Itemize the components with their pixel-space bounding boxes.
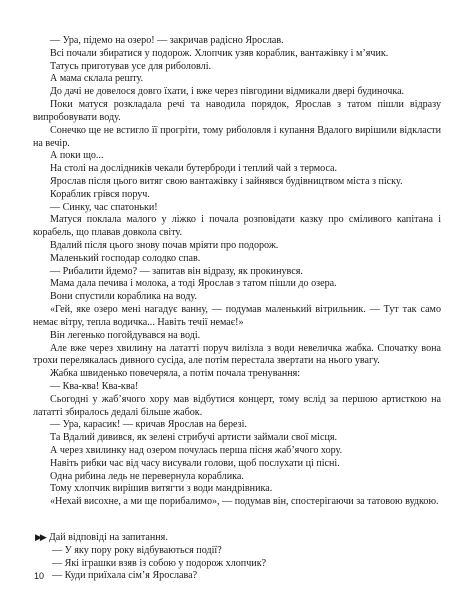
story-paragraph: «Гей, яке озеро мені нагадує ванну, — подумав маленький вітрильник. — Тут так само немає вітру, тепла водичка... Навіть течії немає!» (33, 304, 441, 328)
double-arrow-icon: ▶▶ (35, 533, 45, 543)
story-paragraph: — Ура, карасик! — кричав Ярослав на березі. (50, 419, 247, 431)
story-paragraph: На столі на дослідників чекали бутерброди і теплий чай з термоса. (50, 163, 338, 175)
story-paragraph: Сонечко ще не встигло її прогріти, тому риболовля і купання Вдалого вирішили відкласти на вечір. (33, 124, 441, 149)
question-list (35, 545, 435, 583)
story-paragraph: — Синку, час спатоньки! (50, 201, 158, 213)
story-paragraph: Але вже через хвилину на лататті поруч вилізла з води невеличка жабка. Спочатку вона трохи перелякалась дивного сусіда, але потім перестала звертати на нього увагу. (33, 342, 441, 367)
task-block (35, 532, 435, 583)
question-item: — У яку пору року відбуваються події? (52, 544, 222, 556)
story-paragraph: А поки що... (50, 150, 104, 162)
story-paragraph: Всі почали збиратися у подорож. Хлопчик узяв кораблик, вантажівку і м’ячик. (50, 47, 389, 59)
story-paragraph: Одна рибина ледь не перевернула кораблика. (50, 470, 244, 482)
story-paragraph: Жабка швиденько повечеряла, а потім почала тренування: (50, 368, 301, 380)
story-paragraph: Татусь приготував усе для риболовлі. (50, 60, 212, 72)
story-paragraph: Вдалий після цього знову почав мріяти про подорож. (50, 240, 279, 251)
story-paragraph: Поки матуся розкладала речі та наводила порядок, Ярослав з татом пішли відразу випробовувати воду. (33, 99, 441, 123)
story-paragraph: Тому хлопчик вирішив витягти з води мандрівника. (50, 483, 273, 495)
story-paragraph: А через хвилинку над озером почулась перша пісня жаб’ячого хору. (50, 445, 343, 456)
story-paragraph: — Ура, підемо на озеро! — закричав радісно Ярослав. (50, 35, 284, 46)
story-paragraph: Та Вдалий дивився, як зелені стрибучі артисти займали свої місця. (50, 432, 338, 444)
story-paragraph: Мама дала печива і молока, а тоді Ярослав з татом пішли до озера. (50, 278, 337, 290)
question-item: — Куди приїхала сім’я Ярослава? (52, 570, 198, 582)
story-paragraph: Навіть рибки час від часу висували голови, щоб послухати ці пісні. (50, 457, 340, 469)
story-paragraph: Вони спустили кораблика на воду. (50, 291, 197, 303)
task-heading (35, 532, 435, 545)
story-paragraph: Він легенько погойдувався на воді. (50, 329, 201, 341)
story-paragraph: Сьогодні у жаб’ячого хору мав відбутися концерт, тому вслід за першою артисткою на лататті збиралось дедалі більше жабок. (33, 393, 441, 418)
story-paragraph: «Нехай висохне, а ми ще порибалимо», — подумав він, спостерігаючи за татовою вудкою. (50, 496, 439, 508)
story-paragraph: — Ква-ква! Ква-ква! (50, 380, 139, 392)
story-paragraph: — Рибалити йдемо? — запитав він відразу, як прокинувся. (50, 265, 303, 277)
story-paragraph: Матуся поклала малого у ліжко і почала розповідати казку про сміливого капітана і корабель, що плавав довкола світу. (33, 214, 441, 239)
story-paragraph: А мама склала решту. (50, 73, 144, 85)
story-text (33, 35, 441, 509)
page-number: 10 (34, 571, 45, 581)
task-heading-text: Дай відповіді на запитання. (48, 532, 168, 543)
story-paragraph: Кораблик грівся поруч. (50, 188, 150, 200)
story-paragraph: Маленький господар солодко спав. (50, 252, 201, 264)
story-paragraph: До дачі не довелося довго їхати, і вже через півгодини відмикали двері будиночка. (50, 86, 405, 98)
story-paragraph: Ярослав після цього витяг свою вантажівку і зайнявся будівництвом міста з піску. (50, 175, 403, 187)
question-item: — Які іграшки взяв із собою у подорож хлопчик? (52, 557, 267, 569)
